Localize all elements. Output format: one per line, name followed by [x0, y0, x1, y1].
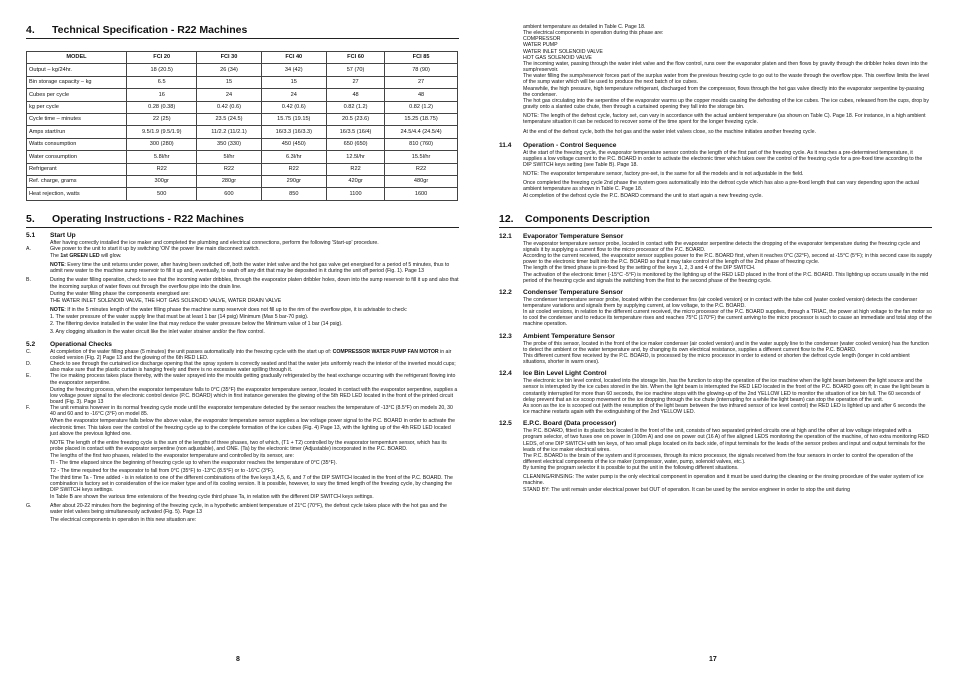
section-5-heading [26, 213, 459, 228]
row-label: Refrigerant [27, 163, 127, 175]
table-cell: 450 (450) [261, 138, 326, 150]
table-header-cell: FCI 85 [385, 52, 458, 64]
table-cell: 15.5l/hr [385, 151, 458, 163]
step-text: In Table B are shown the various time extensions of the freezing cycle third phase Ta, in relation with the different DIP SWITCH keys settings. [50, 494, 374, 501]
table-cell: 15.75 (19.15) [261, 113, 326, 125]
subsection-12-1-heading [499, 233, 932, 240]
text-span: will glow. [99, 253, 122, 259]
paragraph: CLEANING/RINSING: The water pump is the only electrical component in operation and it must be used during the cleaning or the rinsing procedure of the water system of ice machine. [523, 474, 924, 487]
paragraph: The electrical components in operation during this phase are: [523, 30, 664, 37]
table-cell: R22 [327, 163, 385, 175]
step-a [26, 246, 459, 275]
note-label: NOTE [50, 307, 65, 314]
table-cell: 34 (42) [261, 64, 326, 76]
subsection-title: Ice Bin Level Light Control [523, 370, 607, 378]
defrost-continuation [499, 24, 932, 135]
list-item: 1. The water pressure of the water supply line that must be at least 1 bar (14 psig) Minimum (Max 5 bar-70 psig). [50, 314, 309, 321]
ambient-sensor-text [499, 341, 932, 366]
paragraph: By turning the program selector it is possible to put the unit in the following different situations. [523, 465, 739, 472]
table-cell: 1600 [385, 188, 458, 200]
table-cell: 26 (34) [197, 64, 261, 76]
note [50, 262, 459, 274]
page-number: 8 [236, 656, 240, 663]
step-text [50, 253, 459, 259]
table-header-cell: FCI 30 [197, 52, 261, 64]
subsection-title: Start Up [50, 231, 76, 239]
row-label: kg per cycle [27, 101, 127, 113]
table-cell: 280gr [197, 175, 261, 187]
step-text: Give power to the unit to start it up by switching 'ON' the power line main disconnect switch. [50, 245, 260, 252]
paragraph: According to the current received, the evaporator sensor supplies power to the P.C. BOARD first, when it reaches 0°C (32°F), second at -15°C (5°F); in this second case its supply power to the electronic timer built into the P.C. BOARD so that it may take control of the length of the 2nd phase of freezing cycle. [523, 253, 932, 266]
subsection-number: 12.1 [499, 232, 512, 240]
section-title: Operating Instructions - R22 Machines [52, 212, 244, 225]
subsection-title: Operation - Control Sequence [523, 141, 617, 149]
step-text: The electrical components in operation in this new situation are: [50, 516, 197, 523]
section-4-heading [26, 24, 459, 39]
step-text: During the water filling operation, check to see that the incoming water dribbles, through the evaporator platen dribbler holes, down into the sump reservoir to fill it up and also that the incoming surplus of water flows out through the overflow pipe into the drain line. [50, 277, 459, 290]
table-cell: 350 (330) [197, 138, 261, 150]
section-number: 4. [26, 24, 35, 36]
row-label: Heat rejection, watts [27, 188, 127, 200]
table-cell: 78 (90) [385, 64, 458, 76]
table-row [27, 163, 458, 175]
table-cell: 5.8l/hr [127, 151, 197, 163]
table-cell: 12.5l/hr [327, 151, 385, 163]
text-span: The [50, 253, 61, 259]
table-row [27, 64, 458, 76]
table-header-cell: MODEL [27, 52, 127, 64]
note: NOTE: The evaporator temperature sensor, factory pre-set, is the same for all the models and is not adjustable in the field. [523, 171, 804, 178]
subsection-12-5-heading [499, 420, 932, 427]
subsection-5-2-heading [26, 341, 459, 348]
paragraph: This different current flow received by the P.C. BOARD, is processed by the micro processor in order to extend or shorten the defrost cycle length (longer in cold ambient situations, shorter in warm ones). [523, 352, 910, 366]
table-cell: 650 (650) [327, 138, 385, 150]
step-label: A. [26, 245, 31, 252]
list-item: WATER PUMP [523, 42, 558, 49]
section-title: Components Description [525, 212, 650, 225]
subsection-12-2-heading [499, 289, 932, 296]
table-cell: 0.42 (0.6) [197, 101, 261, 113]
table-row [27, 151, 458, 163]
table-cell: 11/2.2 (11/2.1) [197, 126, 261, 138]
table-cell: 57 (70) [327, 64, 385, 76]
text-span: in air cooled version (Fig. 2) Page 13 and the glowing of the 6th RED LED. [50, 348, 452, 361]
step-text: The lengths of the first two phases, related to the evaporator temperature and controlled by its sensor, are: [50, 453, 294, 460]
paragraph: At completion of the defrost cycle the P.C. BOARD command the unit to start again a new freezing cycle. [523, 192, 763, 199]
paragraph: The activation of the electronic timer (-15°C -5°F) is monitored by the lighting up of the RED LED placed in the front of the P.C. BOARD. This lighting up occurs usually in the mid period of the freezing cycle and signals the switching from the first to the second phase of the freezing cycle. [523, 271, 929, 284]
table-cell: 48 [385, 89, 458, 101]
paragraph: Meanwhile, the high pressure, high temperature refrigerant, discharged from the compressor, flows through the hot gas valve directly into the evaporator serpentine by-passing the condenser. [523, 85, 925, 98]
step-label: B. [26, 277, 31, 284]
table-cell: 500 [127, 188, 197, 200]
table-cell: 300gr [127, 175, 197, 187]
table-cell: 290gr [261, 175, 326, 187]
step-label: F. [26, 405, 31, 412]
step-text: TI - The time elapsed since the beginning of freezing cycle up to when the evaporator reaches the temperature of 0°C (35°F). [50, 460, 337, 467]
table-cell: 27 [327, 76, 385, 88]
table-cell: 18 (20.5) [127, 64, 197, 76]
bin-level-text [499, 378, 932, 415]
table-cell: 24 [197, 89, 261, 101]
table-cell: 9.5/1.9 (9.5/1.9) [127, 126, 197, 138]
table-cell: 420gr [327, 175, 385, 187]
table-row [27, 89, 458, 101]
paragraph: STAND BY: The unit remain under electrical power but OUT of operation. It can be used by the service engineer in order to stop the unit during [523, 486, 850, 493]
table-cell: 24.5/4.4 (24.5/4) [385, 126, 458, 138]
table-row [27, 138, 458, 150]
row-label: Output – kg/24hr. [27, 64, 127, 76]
table-row [27, 101, 458, 113]
section-number: 12. [499, 212, 514, 225]
note: NOTE The length of the entire freezing cycle is the sum of the lengths of three phases, two of which, (T1 + T2) controlled by the evaporator tempemtum sensor, which has its probe placed in contact with the evaporator serpentine (non adjustable), and ONE. (Ta) by the electronic timer (Adjustable) incorporated in the P.C. BOARD. [50, 439, 447, 453]
subsection-title: Condenser Temperature Sensor [523, 288, 623, 296]
paragraph: The hot gas circulating into the serpentine of the evaporator warms up the copper moulds causing the defrosting of the ice cubes. The ice cubes, released from the cups, drop by gravity onto a slanted cube chute, then through a curtained opening they fall into the storage bin. [523, 97, 929, 111]
table-row [27, 126, 458, 138]
row-label: Amps start/run [27, 126, 127, 138]
table-cell: 24 [261, 89, 326, 101]
table-cell: 810 (760) [385, 138, 458, 150]
table-cell: 600 [197, 188, 261, 200]
paragraph: ambient temperature as detailed in Table C. Page 18. [523, 24, 646, 30]
step-text: The ice making process takes place thereby, with the water sprayed into the moulds getting gradually refrigerated by the heat exchange occurring with the refrigerant flowing into the evaporator serpentine. [50, 373, 456, 386]
step-text: Check to see through the curtained ice discharge opening that the spray system is correctly seated and that the water jets uniformly reach the interior of the inverted mould cups; also make sure that the plastic curtain is hanging freely and there is no excessive water spilling through it. [50, 361, 456, 374]
subsection-11-4-heading [499, 142, 932, 149]
note-label: NOTE [50, 262, 65, 269]
table-row [27, 113, 458, 125]
paragraph: The evaporator temperature sensor probe, located in contact with the evaporator serpentine detects the dropping of the evaporator temperature during the freezing cycle and signals it by supplying a current flow to the micro processor of the P.C. BOARD. [523, 240, 921, 253]
subsection-title: Ambient Temperature Sensor [523, 332, 615, 340]
text-span: At completion of the water filling phase (5 minutes) the unit passes automatically into the freezing cycle with the start up of: [50, 348, 333, 355]
step-c [26, 349, 459, 361]
page-number: 17 [709, 656, 717, 663]
list-item: COMPRESSOR [523, 36, 561, 43]
table-header-cell: FCI 40 [261, 52, 326, 64]
paragraph: Once completed the freezing cycle 2nd phase the system goes automatically into the defrost cycle which has also a pre-fixed length that can vary depending upon the actual ambient temperature as shown in Table C. Page 18. [523, 180, 919, 193]
section-number: 5. [26, 212, 35, 225]
subsection-number: 5.2 [26, 340, 36, 348]
table-cell: 0.42 (0.6) [261, 101, 326, 113]
row-label: Cycle time – minutes [27, 113, 127, 125]
step-text: T2 - The time required for the evaporator to fall from 0°C (35°F) to -13°C (8.5°F) or to -16°C (3°F). [50, 467, 275, 474]
paragraph: At the start of the freezing cycle, the evaporator temperature sensor controls the length of the first part of the freezing cycle. As it reaches a pre-determined temperature, it supplies a low voltage current to the P.C. BOARD in order to activate the electronic timer which takes over the control of the freezing cycle for a pre-fixed time according to the DIP SWITCH keys setting (see Table B). Page 18. [523, 149, 923, 168]
paragraph: The electronic ice bin level control, located into the storage bin, has the function to stop the operation of the ice machine when the light beam between the light source and the sensor is interrupted by the ice cubes stored in the bin. When the light beam is interrupted the RED LED located in the front of the P.C. BOARD goes off; in case the light beam is constantly interrupted for more than 60 seconds, the ice machine stops with the glowing-up of the 2nd YELLOW LED to monitor the situation of ice bin full. The 60 seconds of delay prevent that an ice scoop movement or the ice dropping through the ice chute (interrupting for a while the light beam) can stop the operation of the unit. [523, 378, 930, 403]
intro-text: After having correctly installed the ice maker and completed the plumbing and electrical connections, perform the following 'Start-up' procedure. [50, 239, 379, 246]
table-cell: R22 [261, 163, 326, 175]
table-body [27, 64, 458, 200]
step-b [26, 277, 459, 334]
table-cell: 15 [261, 76, 326, 88]
subsection-title: Operational Checks [50, 340, 112, 348]
row-label: Ref. charge, grams [27, 175, 127, 187]
condenser-sensor-text [499, 297, 932, 328]
subsection-5-1-heading [26, 232, 459, 239]
table-cell: 850 [261, 188, 326, 200]
step-label: C. [26, 348, 32, 355]
table-cell: 0.82 (1.2) [385, 101, 458, 113]
subsection-title: Evaporator Temperature Sensor [523, 232, 624, 240]
step-label: G. [26, 503, 32, 510]
table-cell: 1100 [327, 188, 385, 200]
paragraph: At the end of the defrost cycle, both the hot gas and the water inlet valves close, so the machine initiates another freezing cycle. [523, 128, 816, 135]
table-cell: 15.25 (18.75) [385, 113, 458, 125]
table-cell: 48 [327, 89, 385, 101]
paragraph: The water filling the sump/reservoir forces part of the surplus water from the previous freezing cycle to go out to the waste through the overflow pipe. This overflow limits the level of the sump water which will be used to produce the next batch of ice cubes. [523, 73, 930, 86]
step-f [26, 405, 459, 500]
table-cell: R22 [197, 163, 261, 175]
table-cell: 5l/hr [197, 151, 261, 163]
table-cell: 6.5 [127, 76, 197, 88]
row-label: Watts consumption [27, 138, 127, 150]
section-12-heading [499, 213, 932, 228]
step-text: During the water filling phase the components energised are: [50, 290, 190, 297]
step-label: D. [26, 361, 32, 368]
paragraph: As soon as the ice is scooped out (with the resumption of the light beam between the two infrared sensor of ice level control) the RED LED is lighted up and after 6 seconds the ice machine restarts again with the extinguishing of the 2nd YELLOW LED. [523, 402, 926, 416]
step-label: E. [26, 373, 31, 380]
table-cell: 6.3l/hr [261, 151, 326, 163]
note [50, 307, 459, 313]
subsection-number: 12.5 [499, 420, 512, 428]
table-cell: 0.28 (0.38) [127, 101, 197, 113]
step-text: After about 20-22 minutes from the beginning of the freezing cycle, in a hypothetic ambient temperature of 21°C (70°F), the defrost cycle takes place with the hot gas and the water inlet valves being simultaneously activated (Fig. 5). Page 13 [50, 503, 447, 516]
table-header-cell: FCI 20 [127, 52, 197, 64]
component-list: COMPRESSOR WATER PUMP FAN MOTOR [332, 348, 439, 355]
row-label: Water consumption [27, 151, 127, 163]
table-cell: 480gr [385, 175, 458, 187]
row-label: Cubes per cycle [27, 89, 127, 101]
subsection-number: 12.2 [499, 288, 512, 296]
table-header-row [27, 52, 458, 64]
table-cell: 0.82 (1.2) [327, 101, 385, 113]
subsection-title: E.P.C. Board (Data processor) [523, 420, 617, 428]
step-e [26, 373, 459, 405]
paragraph: The P.C. BOARD is the brain of the system and it processes, through its micro processor, the signals received from the four sensors in order to control the operation of the different electrical components of the ice maker (compressor, water, pump, solenoid valves, etc.). [523, 452, 914, 465]
table-row [27, 188, 458, 200]
step-text: The unit remains however in its normal freezing cycle mode until the evaporator temperature detected by the sensor reaches the temperature of -13°C (8.5°F) on models 20, 30 40 and 60 and to -16°C (3°F) on model 85. [50, 405, 453, 418]
list-item: 3. Any clogging situation in the water circuit like the inlet water strainer and/or the flow control. [50, 328, 265, 335]
table-cell: 16/3.5 (16/4) [327, 126, 385, 138]
step-text: The third time Ta - Time added - is in relation to one of the different combinations of the five keys 3,4,5, 6, and 7 of the DIP SWITCH located in the front of the P.C. BOARD. The combination is factory set in consideration of the ice maker type and of its cooling version. It is possible, however, to vary the timed length of the freezing cycle, by changing the DIP SWITCH keys settings. [50, 474, 453, 493]
subsection-number: 12.3 [499, 332, 512, 340]
table-cell: 23.5 (24.5) [197, 113, 261, 125]
section-title: Technical Specification - R22 Machines [52, 24, 248, 36]
led-label: 1st GREEN LED [60, 253, 100, 259]
pc-board-text [499, 428, 932, 493]
table-cell: 22 (25) [127, 113, 197, 125]
table-cell: 27 [385, 76, 458, 88]
step-text: THE WATER INLET SOLENOID VALVE, THE HOT GAS SOLENOID VALVE, WATER DRAIN VALVE [50, 297, 282, 304]
step-g [26, 503, 459, 522]
paragraph: The incoming water, passing through the water inlet valve and the flow control, runs over the evaporator platen and then flows by gravity through the dribbler holes down into the sump/reservoir. [523, 60, 928, 74]
subsection-number: 11.4 [499, 141, 512, 149]
note-text: : If in the 5 minutes length of the water filling phase the machine sump reservoir does not fill up to the rim of the overflow pipe, it is advisable to check: [64, 307, 408, 314]
step-text: During the freezing process, when the evaporator temperature falls to 0°C (35°F) the evaporator temperature sensor, located in contact with the evaporator serpentine, supplies a low voltage power signal to the electronic control device (P.C. BOARD) which in first instance generates the glowing of the 5th RED LED located in the front of the printed circuit board (Fig. 3). Page 13 [50, 386, 458, 405]
step-text: When the evaporator temperature falls below the above value, the evaporator temperature sensor supplies a low voltage power signal to the P.C. BOARD in order to activate the electronic timer. This takes over the control of the freezing cycle up to the complete formation of the ice cubes (Fig. 4) Page 13, with the lighting up of the 4th RED LED located just above the previous lighted one. [50, 418, 456, 437]
evaporator-sensor-text [499, 241, 932, 284]
table-cell: 20.5 (23.6) [327, 113, 385, 125]
table-cell: R22 [127, 163, 197, 175]
list-item: WATER INLET SOLENOID VALVE [523, 48, 603, 55]
subsection-number: 5.1 [26, 231, 36, 239]
table-cell: 16/3.3 (16/3.3) [261, 126, 326, 138]
step-d [26, 361, 459, 373]
list-item: 2. The filtering device installed in the water line that may reduce the water pressure below the Minimum value of 1 bar (14 psig). [50, 321, 343, 328]
step-text [50, 349, 459, 361]
paragraph: The P.C. BOARD, fitted in its plastic box located in the front of the unit, consists of two separated printed circuits one at high and the other at low voltage integrated with a program selector, of two fuses one on power in (100m A) and one on power out (16 A) of five aligned LEDS monitoring the operation of the machine, of two extra monitoring RED LEDS, of one DIP SWITCH with ten keys, of two small plugs located on its back side, of input terminals for the leads of the sensor probes and input and output terminals for the leads of the ice maker electrical wires. [523, 428, 930, 453]
table-cell: 300 (280) [127, 138, 197, 150]
subsection-12-3-heading [499, 333, 932, 340]
spec-table [26, 51, 458, 201]
list-item: HOT GAS SOLENOID VALVE [523, 54, 592, 61]
note-text: : Every time the unit returns under power, after having been switched off, both the water inlet valve and the hot gas valve get energised for a period of 5 minutes, thus to admit new water to the machine sump reservoir to fill it up and, eventually, to wash off any dirt that may be deposited in it during the unit off period (Fig. 1). Page 13 [50, 262, 450, 275]
paragraph: The length of the timed phase is pre-fixed by the setting of the keys 1, 2, 3 and 4 of the DIP SWITCH. [523, 265, 756, 272]
paragraph: In air cooled versions, in relation to the different current received, the micro processor of the P.C. BOARD supplies, through a TRIAC, the power at high voltage to the fan motor so to cool the condenser and to reduce its temperature rises and reaches 75°C (170°F) the current arriving to the micro processor is such to cause an immediate and total stop of the machine operation. [523, 309, 932, 328]
table-header-cell: FCI 60 [327, 52, 385, 64]
table-cell: R22 [385, 163, 458, 175]
table-cell: 16 [127, 89, 197, 101]
paragraph: The probe of this sensor, located in the front of the ice maker condenser (air cooled version) and in the water supply line to the condenser (water cooled version) has the function to detect the ambient or the water temperature and, by changing its own electrical resistance, supplies a different current flow to the P.C. BOARD. [523, 340, 929, 353]
subsection-12-4-heading [499, 370, 932, 377]
right-page [477, 0, 954, 675]
paragraph: The condenser temperature sensor probe, located within the condenser fins (air cooled version) or in contact with the tube coil (water cooled version) detects the condenser temperature variations and signals them by supplying current, at low voltage, to the P.C. BOARD. [523, 296, 918, 309]
row-label: Bin storage capacity – kg [27, 76, 127, 88]
table-row [27, 175, 458, 187]
subsection-number: 12.4 [499, 370, 512, 378]
control-sequence [499, 150, 932, 199]
note: NOTE: The length of the defrost cycle, factory set, can vary in accordance with the actual ambient temperature (as shown on Table C). Page 18. For instance, in a high ambient temperature situation it can be reduced to recover some of the time spent for the longer freezing cycle. [523, 113, 926, 126]
table-cell: 15 [197, 76, 261, 88]
table-row [27, 76, 458, 88]
